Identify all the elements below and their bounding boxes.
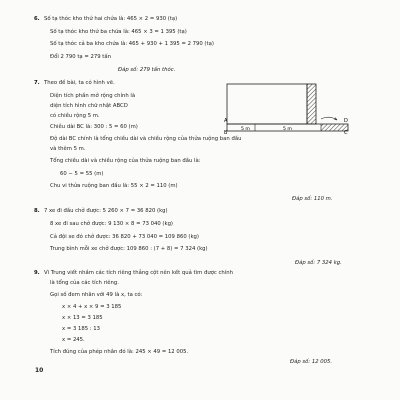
problem-6-number: 6. bbox=[34, 16, 40, 22]
problem-7-number: 7. bbox=[34, 80, 40, 86]
original-field-outline bbox=[227, 84, 307, 124]
dimension-label-1: 5 m bbox=[241, 126, 250, 132]
problem-7-line-3: diện tích hình chữ nhật ABCD bbox=[50, 103, 128, 109]
problem-6-line-4: Đổi 2 790 tạ = 279 tấn bbox=[50, 54, 111, 60]
problem-7-line-4: có chiều rộng 5 m. bbox=[50, 113, 100, 119]
problem-6-line-2: Số tạ thóc kho thứ ba chứa là: 465 × 3 = 1 395 (tạ) bbox=[50, 29, 187, 35]
problem-9-line-6: x = 3 185 : 13 bbox=[62, 326, 100, 332]
dimension-label-2: 5 m bbox=[283, 126, 292, 132]
problem-9-answer: Đáp số: 12 005. bbox=[290, 359, 333, 365]
problem-6-line-3: Số tạ thóc cả ba kho chứa là: 465 + 930 + 1 395 = 2 790 (tạ) bbox=[50, 41, 214, 47]
problem-8-line-3: Cả đội xe đó chở được: 36 820 + 73 040 = 109 860 (kg) bbox=[50, 234, 199, 240]
label-a: A bbox=[224, 118, 228, 124]
problem-9-line-2: là tổng của các tích riêng. bbox=[50, 280, 119, 286]
problem-9-line-3: Gọi số đem nhân với 49 là x, ta có: bbox=[50, 292, 143, 298]
problem-9-line-5: x × 13 = 3 185 bbox=[62, 315, 103, 321]
rectangle-abcd-figure bbox=[225, 82, 350, 134]
problem-7-line-6: Độ dài BC chính là tổng chiều dài và chiều rộng của thửa ruộng ban đầu bbox=[50, 136, 242, 142]
problem-9-line-7: x = 245. bbox=[62, 337, 85, 343]
problem-7-line-8: Tổng chiều dài và chiều rộng của thửa ruộng ban đầu là: bbox=[50, 158, 201, 164]
problem-7-line-1: Theo đề bài, ta có hình vẽ. bbox=[44, 80, 115, 86]
problem-8-answer: Đáp số: 7 324 kg. bbox=[295, 260, 342, 266]
problem-8-line-2: 8 xe đi sau chở được: 9 130 × 8 = 73 040 (kg) bbox=[50, 221, 173, 227]
problem-9-number: 9. bbox=[34, 270, 40, 276]
problem-8-line-4: Trung bình mỗi xe chở được: 109 860 : (7 + 8) = 7 324 (kg) bbox=[50, 246, 208, 252]
vertical-extension-strip bbox=[307, 84, 316, 124]
problem-7-answer: Đáp số: 110 m. bbox=[292, 196, 333, 202]
problem-9-line-4: x × 4 + x × 9 = 3 185 bbox=[62, 304, 122, 310]
label-d: D bbox=[344, 118, 348, 124]
problem-8-line-1: 7 xe đi đầu chở được: 5 260 × 7 = 36 820 (kg) bbox=[44, 208, 168, 214]
problem-7-line-7: và thêm 5 m. bbox=[50, 146, 86, 152]
problem-9-line-1: Vì Trung viết nhầm các tích riêng thẳng cột nên kết quả tìm được chính bbox=[44, 270, 233, 276]
problem-7-line-9: 60 − 5 = 55 (m) bbox=[60, 171, 104, 177]
problem-8-number: 8. bbox=[34, 208, 40, 214]
label-b: B bbox=[224, 130, 228, 136]
problem-6-line-1: Số tạ thóc kho thứ hai chứa là: 465 × 2 = 930 (tạ) bbox=[44, 16, 178, 22]
arrow-icon bbox=[321, 117, 337, 120]
problem-9-line-8: Tích đúng của phép nhân đó là: 245 × 49 = 12 005. bbox=[50, 349, 189, 355]
page-number: 10 bbox=[35, 367, 44, 374]
problem-7-line-5: Chiều dài BC là: 300 : 5 = 60 (m) bbox=[50, 124, 138, 130]
problem-6-answer: Đáp số: 279 tấn thóc. bbox=[118, 67, 176, 73]
problem-7-line-2: Diện tích phần mở rộng chính là bbox=[50, 93, 136, 99]
problem-7-line-10: Chu vi thửa ruộng ban đầu là: 55 × 2 = 110 (m) bbox=[50, 183, 178, 189]
label-c: C bbox=[344, 130, 348, 136]
